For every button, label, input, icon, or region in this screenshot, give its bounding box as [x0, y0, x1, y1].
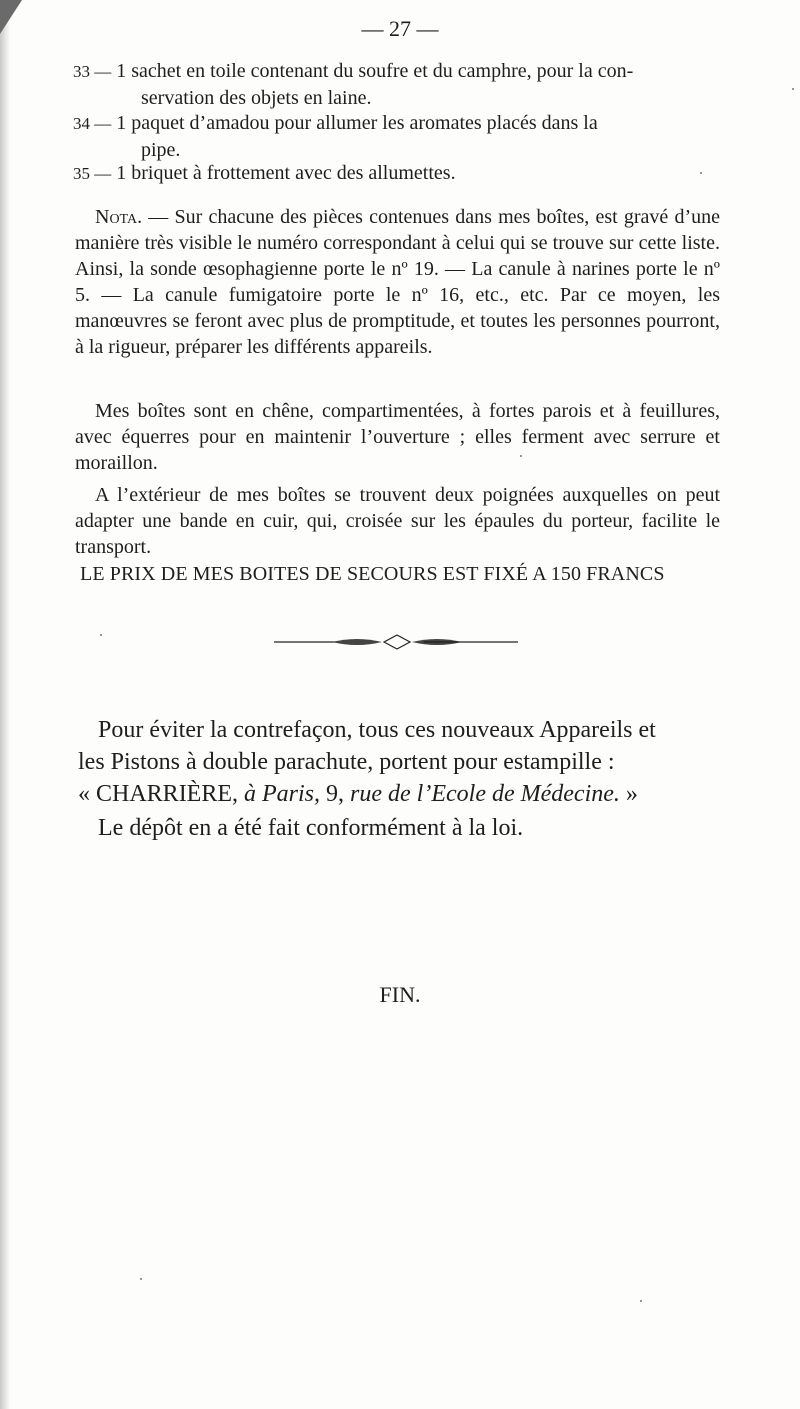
list-item — [73, 110, 723, 163]
item-number: 33 — — [73, 62, 112, 81]
stamp-number: 9, — [326, 781, 345, 807]
item-text-continued: servation des objets en laine. — [141, 87, 372, 109]
scan-speck — [140, 1278, 142, 1280]
item-text-continued: pipe. — [141, 139, 181, 161]
notice-line: Le dépôt en a été fait conformément à la loi. — [98, 815, 524, 841]
notice-line: les Pistons à double parachute, portent pour estampille : — [78, 749, 615, 775]
scan-speck — [520, 455, 522, 457]
scan-speck — [792, 88, 794, 90]
item-text: 1 paquet d’amadou pour allumer les aromates placés dans la — [116, 112, 598, 134]
stamp-name: « CHARRIÈRE, — [78, 781, 239, 807]
exterieur-paragraph: A l’extérieur de mes boîtes se trouvent deux poignées auxquelles on peut adapter une bande en cuir, qui, croisée sur les épaules du porteur, facilite le transport. — [75, 484, 720, 558]
page-number: — 27 — — [361, 16, 439, 41]
item-number: 35 — — [73, 164, 112, 183]
stamp-a: à — [244, 781, 257, 807]
notice-line: Pour éviter la contrefaçon, tous ces nouveaux Appareils et — [98, 717, 656, 743]
scan-speck — [640, 1300, 642, 1302]
nota-text: — Sur chacune des pièces contenues dans mes boîtes, est gravé d’une manière très visible le numéro correspondant à celui qui se trouve sur cette liste. Ainsi, la sonde œsophagienne porte le nº 19. — La canule à narines porte le nº 5. — La canule fumigatoire porte le nº 16, etc., etc. Par ce moyen, les manœuvres se feront avec plus de promptitude, et toutes les personnes pourront, à la rigueur, préparer les différents appareils. — [75, 206, 720, 358]
list-item — [73, 160, 723, 187]
binding-shadow — [0, 0, 10, 1409]
item-text: 1 sachet en toile contenant du soufre et du camphre, pour la con- — [116, 60, 634, 82]
stamp-street: rue de l’Ecole de Médecine. — [350, 781, 620, 807]
nota-label: Nota. — [95, 206, 143, 228]
nota-paragraph — [75, 204, 720, 360]
stamp-close: » — [625, 781, 638, 807]
ornamental-divider — [272, 632, 522, 652]
stamp-line — [78, 778, 723, 810]
list-item — [73, 58, 723, 111]
boites-paragraph: Mes boîtes sont en chêne, compartimentées, à fortes parois et à feuillures, avec équerres pour en maintenir l’ouverture ; elles ferment avec serrure et moraillon. — [75, 400, 720, 474]
item-text: 1 briquet à frottement avec des allumettes. — [116, 162, 456, 184]
item-number: 34 — — [73, 114, 112, 133]
stamp-city: Paris, — [262, 781, 321, 807]
price-line: LE PRIX DE MES BOITES DE SECOURS EST FIXÉ A 150 FRANCS — [80, 563, 665, 585]
end-mark: FIN. — [379, 982, 421, 1007]
scan-speck — [100, 634, 102, 636]
scan-speck — [700, 172, 702, 174]
